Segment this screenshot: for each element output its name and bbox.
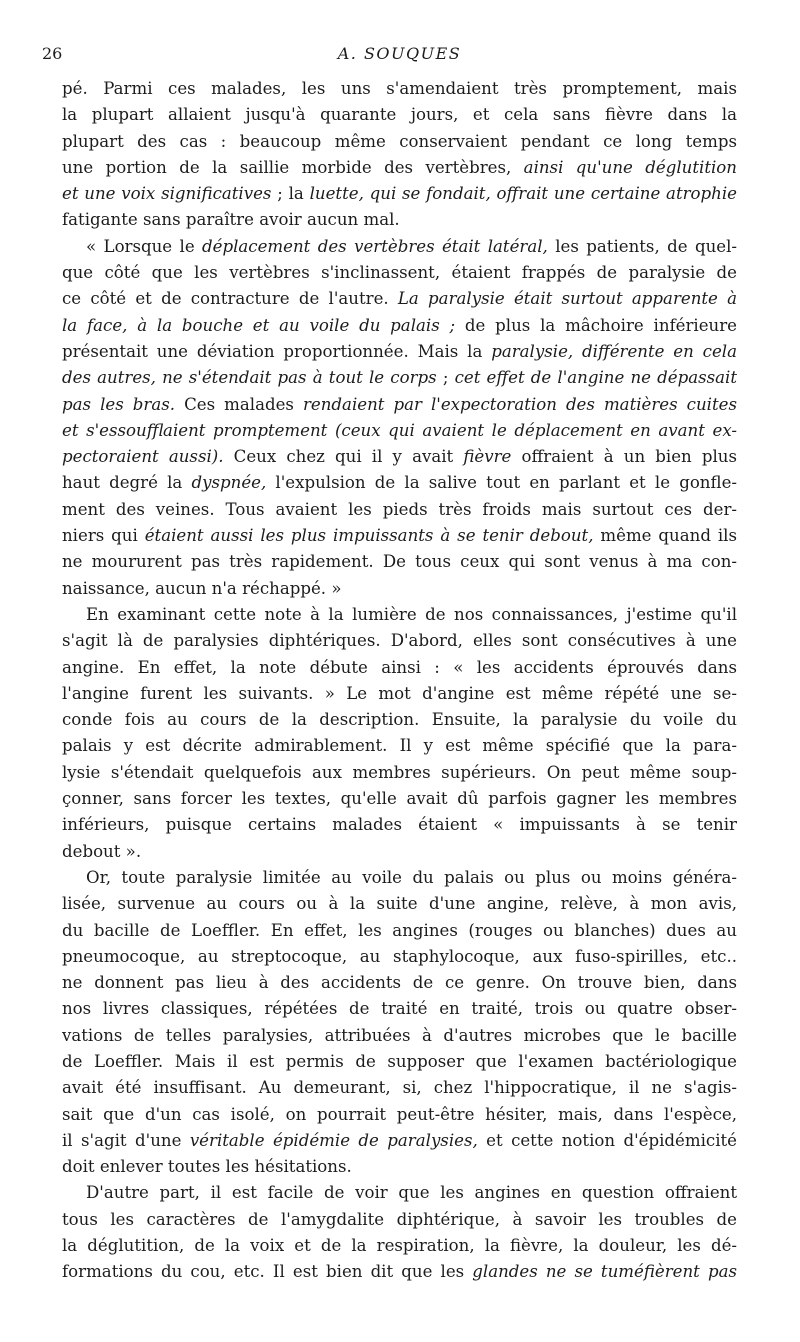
italic-text: dyspnée,	[191, 473, 267, 493]
text-line: du bacille de Loeffler. En effet, les angines (rouges ou blanches) dues au	[62, 920, 737, 940]
text-line: vations de telles paralysies, attribuées à d'autres microbes que le bacille	[62, 1025, 737, 1045]
text-line: formations du cou, etc. Il est bien dit que les glandes ne se tuméfièrent pas	[62, 1262, 737, 1282]
text-line: des autres, ne s'étendait pas à tout le corps ; cet effet de l'angine ne dépassait	[62, 368, 737, 388]
text-line: haut degré la dyspnée, l'expulsion de la salive tout en parlant et le gonfle-	[62, 473, 737, 493]
text-line: l'angine furent les suivants. » Le mot d'angine est même répété une se-	[62, 683, 737, 703]
text-line: debout ».	[62, 841, 142, 861]
text-line: s'agit là de paralysies diphtériques. D'abord, elles sont consécutives à une	[62, 631, 737, 651]
text-line: Or, toute paralysie limitée au voile du palais ou plus ou moins généra-	[86, 867, 737, 887]
text-line: doit enlever toutes les hésitations.	[62, 1157, 352, 1177]
italic-text: véritable épidémie de paralysies,	[189, 1130, 478, 1150]
text-line: lysie s'étendait quelquefois aux membres supérieurs. On peut même soup-	[62, 762, 737, 782]
text-line: palais y est décrite admirablement. Il y est même spécifié que la para-	[62, 736, 737, 756]
text-line: une portion de la saillie morbide des vertèbres, ainsi qu'une déglutition	[62, 157, 737, 177]
italic-text: et une voix significatives	[62, 184, 272, 204]
italic-text: étaient aussi les plus impuissants à se tenir debout,	[144, 526, 594, 546]
text-line: la plupart allaient jusqu'à quarante jours, et cela sans fièvre dans la	[62, 105, 737, 125]
text-line	[62, 418, 737, 444]
text-line: tous les caractères de l'amygdalite diphtérique, à savoir les troubles de	[62, 1209, 737, 1229]
text-line: lisée, survenue au cours ou à la suite d'une angine, relève, à mon avis,	[62, 894, 737, 914]
text-line: En examinant cette note à la lumière de nos connaissances, j'estime qu'il	[86, 604, 737, 624]
running-head: A. SOUQUES	[337, 44, 462, 63]
italic-text: paralysie, différente en cela	[491, 341, 737, 361]
page-number: 26	[42, 44, 63, 63]
text-line: la face, à la bouche et au voile du palais ; de plus la mâchoire inférieure	[62, 315, 737, 335]
text-line: ce côté et de contracture de l'autre. La paralysie était surtout apparente à	[62, 289, 737, 309]
text-line: angine. En effet, la note débute ainsi : « les accidents éprouvés dans	[62, 657, 737, 677]
text-line: fatigante sans paraître avoir aucun mal.	[62, 210, 400, 230]
text-line: niers qui étaient aussi les plus impuissants à se tenir debout, même quand ils	[62, 526, 737, 546]
text-line: la déglutition, de la voix et de la respiration, la fièvre, la douleur, les dé-	[62, 1236, 737, 1256]
italic-text: fièvre	[463, 447, 512, 467]
page-header	[42, 44, 737, 70]
text-line: ment des veines. Tous avaient les pieds très froids mais surtout ces der-	[62, 499, 737, 519]
italic-text: La paralysie était surtout apparente à	[397, 289, 737, 309]
text-line: ne moururent pas très rapidement. De tous ceux qui sont venus à ma con-	[62, 552, 737, 572]
italic-text: la face, à la bouche et au voile du palais ;	[62, 315, 456, 335]
text-line: pectoraient aussi). Ceux chez qui il y avait fièvre offraient à un bien plus	[62, 447, 737, 467]
italic-text: pectoraient aussi).	[62, 447, 224, 467]
italic-text: ainsi qu'une déglutition	[523, 157, 737, 177]
italic-text: déplacement des vertèbres était latéral,	[202, 236, 548, 256]
text-line: pé. Parmi ces malades, les uns s'amendaient très promptement, mais	[62, 79, 737, 98]
text-line: que côté que les vertèbres s'inclinassent, étaient frappés de paralysie de	[62, 263, 737, 283]
text-line: sait que d'un cas isolé, on pourrait peut-être hésiter, mais, dans l'espèce,	[62, 1104, 737, 1124]
body-text	[62, 76, 737, 1286]
text-line: naissance, aucun n'a réchappé. »	[62, 578, 342, 598]
text-line: présentait une déviation proportionnée. Mais la paralysie, différente en cela	[62, 341, 737, 361]
text-line: et une voix significatives ; la luette, qui se fondait, offrait une certaine atrophie	[62, 184, 737, 204]
italic-text: et s'essoufflaient promptement (ceux qui avaient le déplacement en avant ex-	[62, 420, 737, 440]
italic-text: glandes ne se tuméfièrent pas	[472, 1262, 737, 1282]
italic-text: des autres, ne s'étendait pas à tout le corps	[62, 368, 437, 388]
text-line: conde fois au cours de la description. Ensuite, la paralysie du voile du	[62, 710, 737, 730]
italic-text: rendaient par l'expectoration des matières cuites	[302, 394, 737, 414]
text-line: çonner, sans forcer les textes, qu'elle avait dû parfois gagner les membres	[62, 789, 737, 809]
italic-text: pas les bras.	[62, 394, 176, 414]
text-line: D'autre part, il est facile de voir que les angines en question offraient	[86, 1183, 737, 1203]
italic-text: cet effet de l'angine ne dépassait	[454, 368, 737, 388]
text-line: avait été insuffisant. Au demeurant, si, chez l'hippocratique, il ne s'agis-	[62, 1078, 737, 1098]
text-line: de Loeffler. Mais il est permis de supposer que l'examen bactériologique	[62, 1051, 737, 1071]
text-line: pneumocoque, au streptocoque, au staphylocoque, aux fuso-spirilles, etc..	[62, 946, 737, 966]
text-line: plupart des cas : beaucoup même conservaient pendant ce long temps	[62, 131, 737, 151]
text-line: « Lorsque le déplacement des vertèbres était latéral, les patients, de quel-	[86, 236, 737, 256]
text-line: il s'agit d'une véritable épidémie de paralysies, et cette notion d'épidémicité	[62, 1130, 737, 1150]
italic-text: luette, qui se fondait, offrait une certaine atrophie	[309, 184, 737, 204]
text-line: ne donnent pas lieu à des accidents de ce genre. On trouve bien, dans	[62, 973, 737, 993]
text-line: pas les bras. Ces malades rendaient par l'expectoration des matières cuites	[62, 394, 737, 414]
text-line: inférieurs, puisque certains malades étaient « impuissants à se tenir	[62, 815, 737, 835]
text-line: nos livres classiques, répétées de traité en traité, trois ou quatre obser-	[62, 999, 737, 1019]
